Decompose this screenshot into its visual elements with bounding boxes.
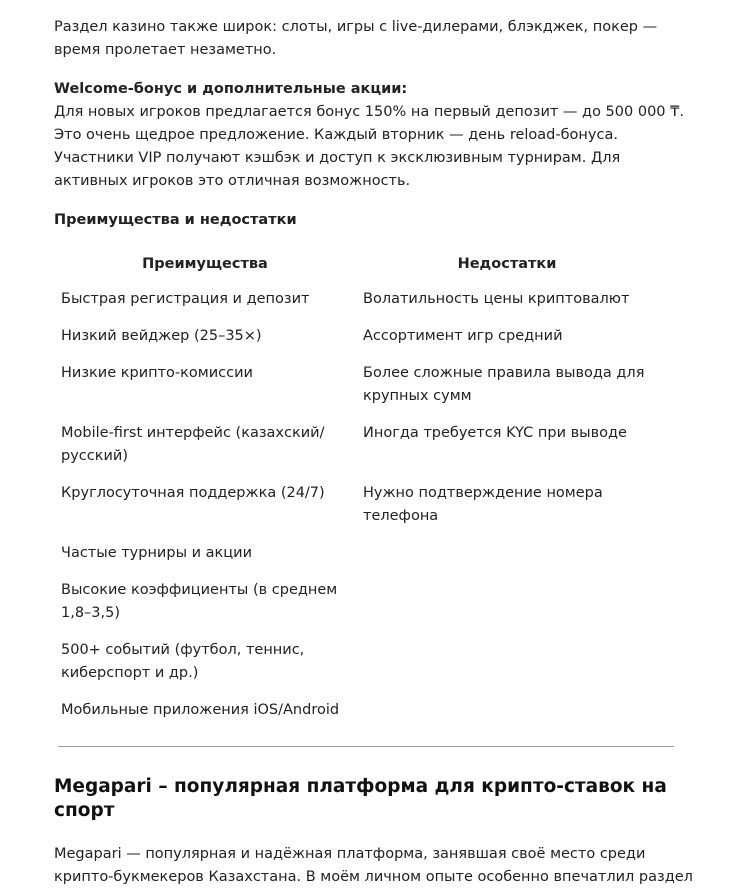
- pro-cell: Круглосуточная поддержка (24/7): [61, 485, 325, 501]
- pro-cell: Частые турниры и акции: [61, 545, 253, 561]
- table-row: [54, 318, 658, 355]
- pro-cell: Низкий вейджер (25–35×): [61, 328, 262, 344]
- pros-cons-table: [54, 244, 658, 729]
- pro-cell: Mobile-first интерфейс (казахский/русский): [61, 425, 325, 464]
- megapari-paragraph: Megapari — популярная и надёжная платформа, занявшая своё место среди крипто-букмекеров Казахстана. В моём личном опыте особенно впечатлил раздел: [54, 846, 693, 885]
- bonus-text: Для новых игроков предлагается бонус 150% на первый депозит — до 500 000 ₸. Это очень щедрое предложение. Каждый вторник — день reload-бонуса. Участники VIP получают кэшбэк и доступ к эксклюзивным турнирам. Для активных игроков это отличная возможность.: [54, 104, 684, 189]
- con-cell: [356, 535, 658, 572]
- section-divider: [58, 746, 674, 747]
- article-content: [54, 16, 694, 889]
- bonus-paragraph: [54, 78, 694, 193]
- table-row: [54, 535, 658, 572]
- con-cell: [356, 692, 658, 729]
- table-row: [54, 572, 658, 632]
- bonus-title: Welcome-бонус и дополнительные акции:: [54, 81, 408, 97]
- cons-header: Недостатки: [457, 256, 557, 272]
- pro-cell: 500+ событий (футбол, теннис, киберспорт и др.): [61, 642, 305, 681]
- con-cell: [356, 572, 658, 632]
- con-cell: Иногда требуется KYC при выводе: [363, 425, 627, 441]
- intro-paragraph: Раздел казино также широк: слоты, игры с live-дилерами, блэкджек, покер — время пролетает незаметно.: [54, 19, 658, 58]
- con-cell: [356, 632, 658, 692]
- table-row: [54, 415, 658, 475]
- table-row: [54, 355, 658, 415]
- table-row: [54, 281, 658, 318]
- megapari-heading: Megapari – популярная платформа для крипто-ставок на спорт: [54, 776, 667, 821]
- con-cell: Волатильность цены криптовалют: [363, 291, 630, 307]
- pros-cons-title: Преимущества и недостатки: [54, 212, 297, 228]
- table-header-row: [54, 244, 658, 281]
- table-row: [54, 632, 658, 692]
- pro-cell: Высокие коэффициенты (в среднем 1,8–3,5): [61, 582, 338, 621]
- con-cell: Ассортимент игр средний: [363, 328, 563, 344]
- pro-cell: Низкие крипто-комиссии: [61, 365, 253, 381]
- pros-header: Преимущества: [142, 256, 268, 272]
- con-cell: Нужно подтверждение номера телефона: [363, 485, 603, 524]
- table-row: [54, 475, 658, 535]
- con-cell: Более сложные правила вывода для крупных сумм: [363, 365, 645, 404]
- table-row: [54, 692, 658, 729]
- pro-cell: Мобильные приложения iOS/Android: [61, 702, 340, 718]
- pro-cell: Быстрая регистрация и депозит: [61, 291, 310, 307]
